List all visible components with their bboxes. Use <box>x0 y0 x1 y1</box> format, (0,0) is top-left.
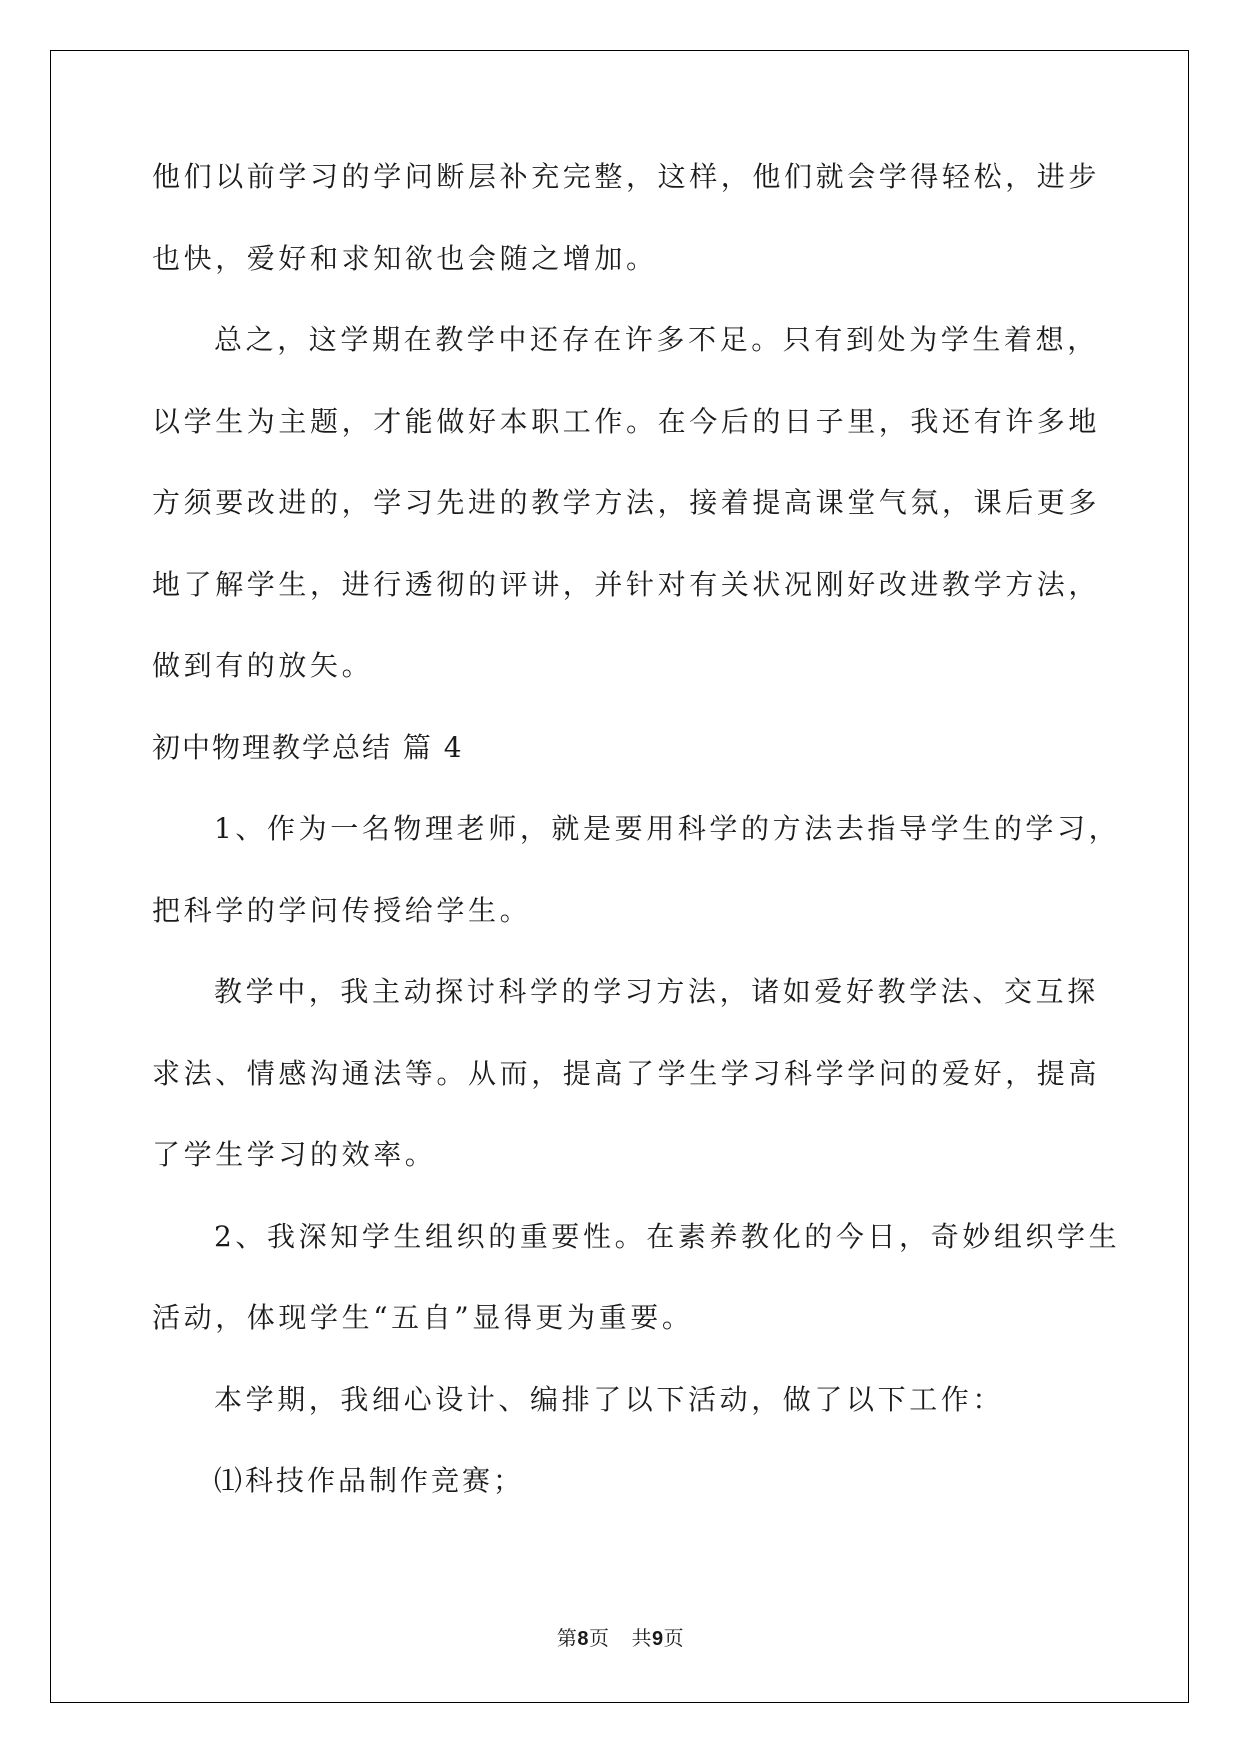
text-line-5: 方须要改进的，学习先进的教学方法，接着提高课堂气氛，课后更多 <box>152 486 1101 519</box>
list-item: ⑴科技作品制作竞赛； <box>214 1464 525 1497</box>
total-page-count: 9 <box>652 1628 664 1650</box>
text-line-7: 做到有的放矢。 <box>152 649 374 682</box>
text-line-12: 求法、情感沟通法等。从而，提高了学生学习科学学问的爱好，提高 <box>152 1056 1101 1090</box>
page-footer <box>0 1626 1241 1651</box>
text-line-16: 本学期，我细心设计、编排了以下活动，做了以下工作： <box>214 1382 1005 1416</box>
text-line-11: 教学中，我主动探讨科学的学习方法，诸如爱好教学法、交互探 <box>214 975 1099 1008</box>
text-line-13: 了学生学习的效率。 <box>152 1138 437 1171</box>
text-line-14: 2、我深知学生组织的重要性。在素养教化的今日，奇妙组织学生 <box>214 1219 1121 1253</box>
page-suffix: 页 <box>589 1626 610 1650</box>
text-line-4: 以学生为主题，才能做好本职工作。在今后的日子里，我还有许多地 <box>152 404 1101 438</box>
current-page-number: 8 <box>577 1628 589 1650</box>
text-line-9: 1、作为一名物理老师，就是要用科学的方法去指导学生的学习， <box>214 812 1121 845</box>
page-prefix: 第 <box>556 1626 578 1650</box>
text-line-1: 他们以前学习的学问断层补充完整，这样，他们就会学得轻松，进步 <box>152 160 1101 193</box>
text-line-3: 总之，这学期在教学中还存在许多不足。只有到处为学生着想， <box>214 323 1099 356</box>
section-heading: 初中物理教学总结 篇 4 <box>152 730 464 764</box>
total-suffix: 页 <box>663 1626 685 1650</box>
text-line-6: 地了解学生，进行透彻的评讲，并针对有关状况刚好改进教学方法， <box>152 567 1101 601</box>
document-body <box>152 160 1121 1546</box>
text-line-10: 把科学的学问传授给学生。 <box>152 893 532 927</box>
text-line-15: 活动，体现学生“五自”显得更为重要。 <box>152 1301 694 1334</box>
text-line-2: 也快，爱好和求知欲也会随之增加。 <box>152 241 658 275</box>
total-prefix: 共 <box>631 1626 652 1650</box>
